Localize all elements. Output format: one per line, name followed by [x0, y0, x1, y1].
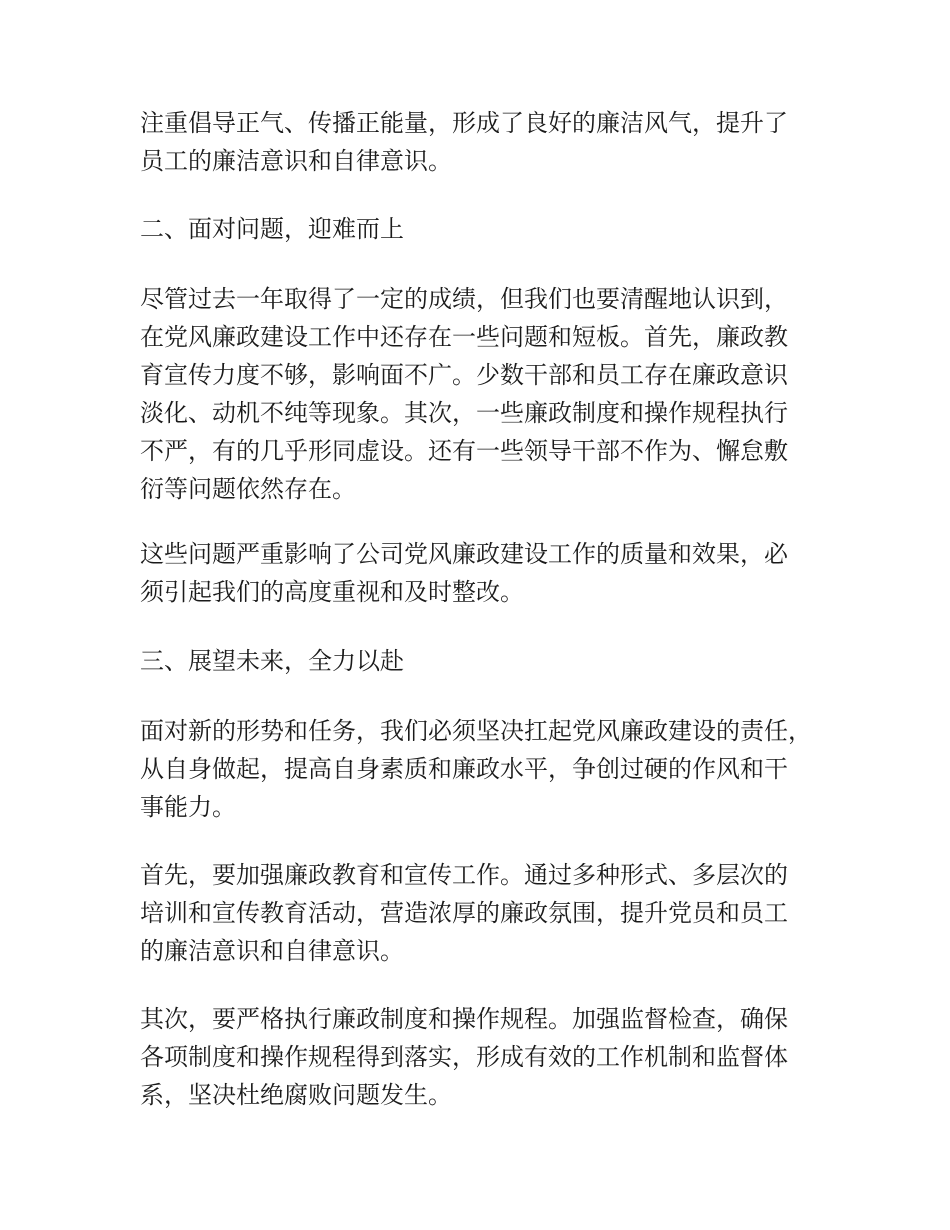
text-line: 面对新的形势和任务，我们必须坚决扛起党风廉政建设的责任，	[140, 717, 812, 745]
paragraph-problems	[140, 280, 830, 508]
text-line: 员工的廉洁意识和自律意识。	[140, 147, 452, 175]
text-line: 育宣传力度不够，影响面不广。少数干部和员工存在廉政意识	[140, 361, 788, 389]
heading-line: 三、展望未来，全力以赴	[140, 647, 404, 675]
text-line: 其次，要严格执行廉政制度和操作规程。加强监督检查，确保	[140, 1005, 788, 1033]
text-line: 注重倡导正气、传播正能量，形成了良好的廉洁风气，提升了	[140, 109, 788, 137]
section-heading-3	[140, 642, 830, 680]
text-line: 事能力。	[140, 793, 236, 821]
heading-line: 二、面对问题，迎难而上	[140, 215, 404, 243]
paragraph-impact	[140, 535, 830, 611]
text-line: 首先，要加强廉政教育和宣传工作。通过多种形式、多层次的	[140, 861, 788, 889]
section-heading-2	[140, 210, 830, 248]
text-line: 各项制度和操作规程得到落实，形成有效的工作机制和监督体	[140, 1043, 788, 1071]
text-line: 从自身做起，提高自身素质和廉政水平，争创过硬的作风和干	[140, 755, 788, 783]
text-line: 在党风廉政建设工作中还存在一些问题和短板。首先，廉政教	[140, 323, 788, 351]
paragraph-outlook	[140, 712, 830, 826]
text-line: 衍等问题依然存在。	[140, 475, 356, 503]
text-line: 尽管过去一年取得了一定的成绩，但我们也要清醒地认识到，	[140, 285, 788, 313]
text-line: 淡化、动机不纯等现象。其次，一些廉政制度和操作规程执行	[140, 399, 788, 427]
text-line: 不严，有的几乎形同虚设。还有一些领导干部不作为、懈怠敷	[140, 437, 788, 465]
paragraph-education	[140, 856, 830, 970]
text-line: 培训和宣传教育活动，营造浓厚的廉政氛围，提升党员和员工	[140, 899, 788, 927]
text-line: 系，坚决杜绝腐败问题发生。	[140, 1081, 452, 1109]
text-line: 这些问题严重影响了公司党风廉政建设工作的质量和效果，必	[140, 540, 788, 568]
text-line: 须引起我们的高度重视和及时整改。	[140, 578, 524, 606]
paragraph-intro-continuation	[140, 104, 830, 180]
text-line: 的廉洁意识和自律意识。	[140, 937, 404, 965]
paragraph-enforcement	[140, 1000, 830, 1114]
